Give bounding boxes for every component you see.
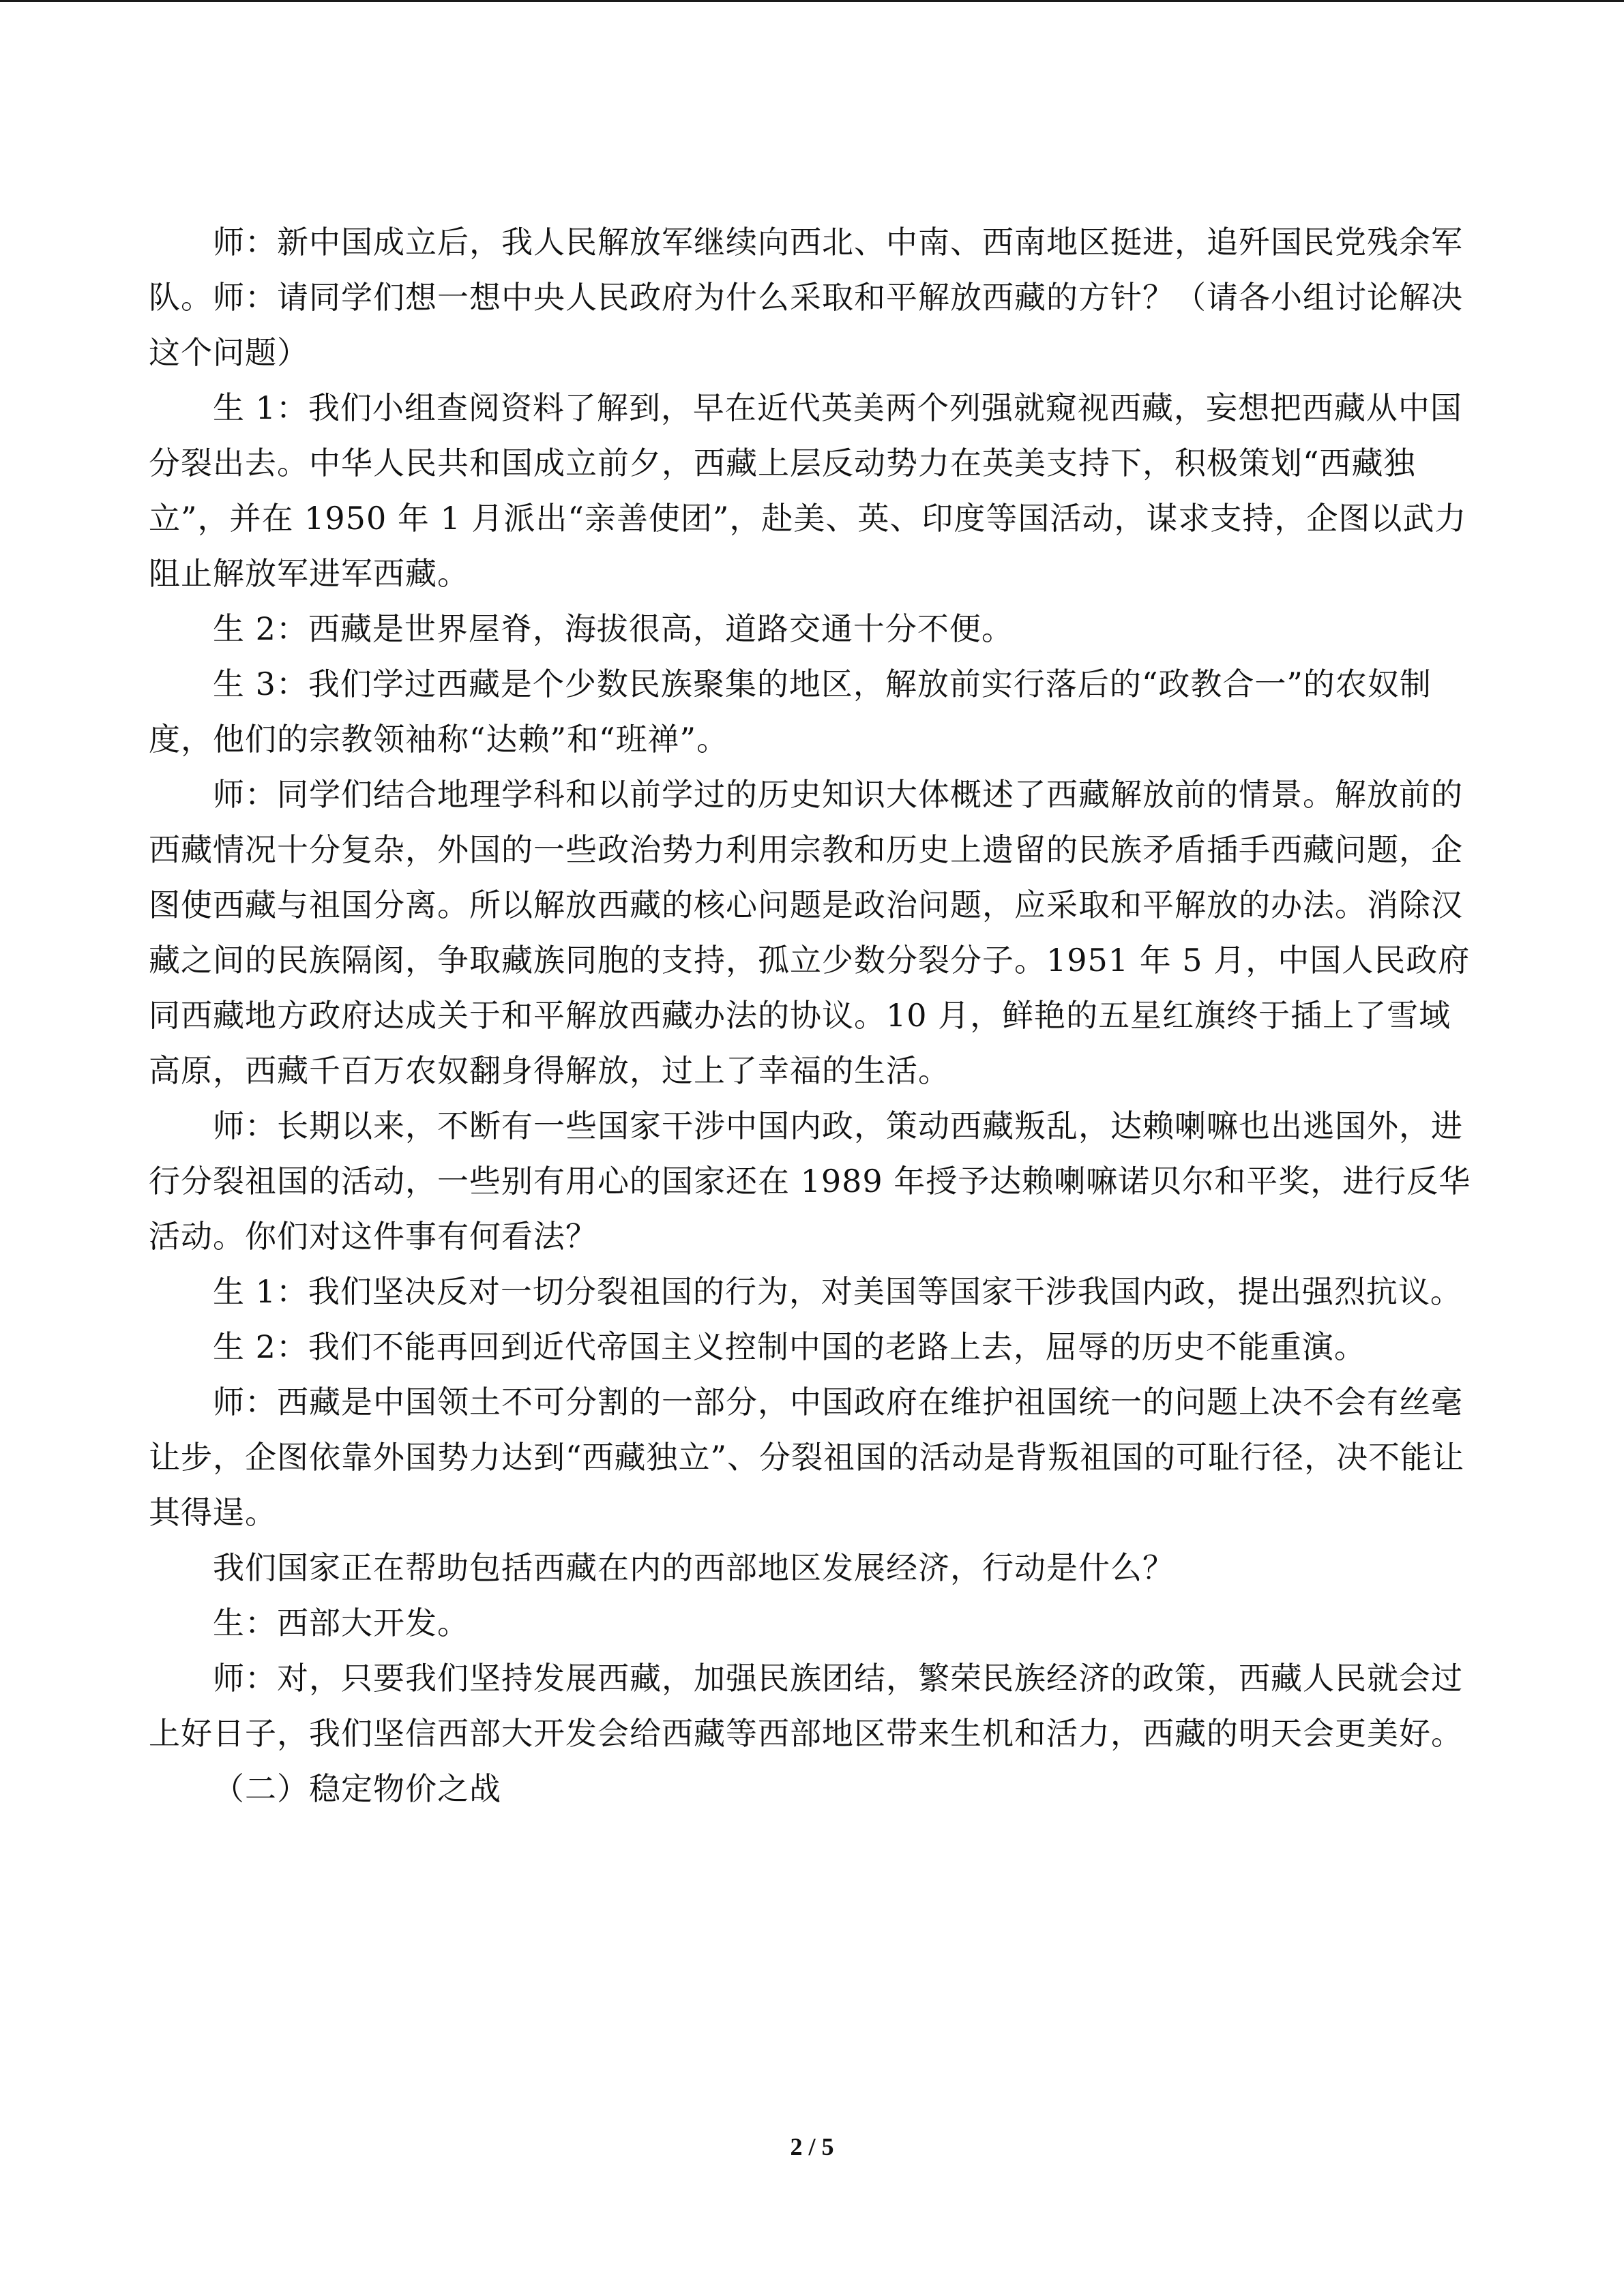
paragraph-student1-opinion: 生 1：我们坚决反对一切分裂祖国的行为，对美国等国家干涉我国内政，提出强烈抗议。 — [213, 1273, 1462, 1310]
paragraph-student2-geography: 生 2：西藏是世界屋脊，海拔很高，道路交通十分不便。 — [213, 610, 1014, 647]
paragraph-development-question: 我们国家正在帮助包括西藏在内的西部地区发展经济，行动是什么？ — [213, 1549, 1175, 1586]
paragraph-student1-background: 生 1：我们小组查阅资料了解到，早在近代英美两个列强就窥视西藏，妄想把西藏从中国分裂出去。中华人民共和国成立前夕，西藏上层反动势力在英美支持下，积极策划“西藏独立”，并在 1950 年 1 月派出“亲善使团”，赴美、英、印度等国活动，谋求支持，企图以武力阻止解放军进军西藏。 — [149, 389, 1467, 592]
page-number: 2 / 5 — [790, 2133, 834, 2160]
document-body — [149, 215, 1476, 1817]
paragraph-teacher-question: 师：长期以来，不断有一些国家干涉中国内政，策动西藏叛乱，达赖喇嘛也出逃国外，进行分裂祖国的活动，一些别有用心的国家还在 1989 年授予达赖喇嘛诺贝尔和平奖，进行反华活动。你们对这件事有何看法？ — [149, 1107, 1471, 1255]
paragraph-student3-system: 生 3：我们学过西藏是个少数民族聚集的地区，解放前实行落后的“政教合一”的农奴制度，他们的宗教领袖称“达赖”和“班禅”。 — [149, 666, 1432, 758]
paragraph-teacher-summary: 师：同学们结合地理学科和以前学过的历史知识大体概述了西藏解放前的情景。解放前的西藏情况十分复杂，外国的一些政治势力利用宗教和历史上遗留的民族矛盾插手西藏问题，企图使西藏与祖国分离。所以解放西藏的核心问题是政治问题，应采取和平解放的办法。消除汉藏之间的民族隔阂，争取藏族同胞的支持，孤立少数分裂分子。1951 年 5 月，中国人民政府同西藏地方政府达成关于和平解放西藏办法的协议。10 月，鲜艳的五星红旗终于插上了雪域高原，西藏千百万农奴翻身得解放，过上了幸福的生活。 — [149, 776, 1471, 1089]
paragraph-teacher-intro: 师：新中国成立后，我人民解放军继续向西北、中南、西南地区挺进，追歼国民党残余军队。师：请同学们想一想中央人民政府为什么采取和平解放西藏的方针？（请各小组讨论解决这个问题） — [149, 224, 1463, 371]
paragraph-teacher-conclusion: 师：西藏是中国领土不可分割的一部分，中国政府在维护祖国统一的问题上决不会有丝毫让步，企图依靠外国势力达到“西藏独立”、分裂祖国的活动是背叛祖国的可耻行径，决不能让其得逞。 — [149, 1384, 1465, 1531]
paragraph-student-answer: 生：西部大开发。 — [213, 1605, 469, 1641]
paragraph-student2-opinion: 生 2：我们不能再回到近代帝国主义控制中国的老路上去，屈辱的历史不能重演。 — [213, 1328, 1366, 1365]
top-border-line — [0, 0, 1624, 2]
paragraph-teacher-closing: 师：对，只要我们坚持发展西藏，加强民族团结，繁荣民族经济的政策，西藏人民就会过上好日子，我们坚信西部大开发会给西藏等西部地区带来生机和活力，西藏的明天会更美好。 — [149, 1660, 1463, 1752]
section-heading: （二）稳定物价之战 — [213, 1770, 501, 1807]
